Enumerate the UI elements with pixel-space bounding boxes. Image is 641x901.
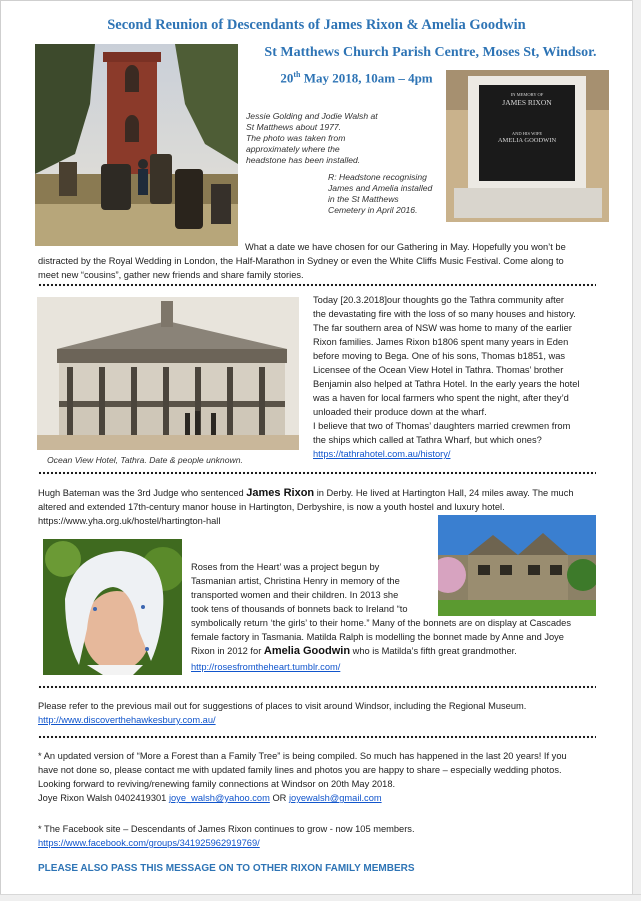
tathra-paragraph: Today [20.3.2018]our thoughts go the Tathra community after the devastating fire with the loss of so many houses and history. The far southern area of NSW was home to many of the earlier Rixon families. James Rixon b1806 spent many years in Eden before moving to Bega. One of his sons, Thomas b1851, was Licensee of the Ocean View Hotel in Tathra. Thomas’ brother Benjamin also helped at Tathra Hotel. In the early years the hotel was a haven for local farmers who spent the night, after they’d unloaded their produce down at the wharf. I believe that two of Thomas’ daughters married crewmen from the ships which called at Tathra Wharf, but which ones? [313,295,580,445]
divider [38,471,596,475]
page-title: Second Reunion of Descendants of James Rixon & Amelia Goodwin [107,17,526,33]
divider [38,283,596,287]
facebook-paragraph: * The Facebook site – Descendants of James Rixon continues to grow - now 105 members. [38,824,415,834]
hotel-photo-caption: Ocean View Hotel, Tathra. Date & people unknown. [47,455,243,465]
venue-heading: St Matthews Church Parish Centre, Moses St, Windsor. [264,45,597,60]
discover-hawkesbury-link[interactable]: http://www.discoverthehawkesbury.com.au/ [38,715,216,725]
headstone-plaque: IN MEMORY OF JAMES RIXON AND HIS WIFE AMELIA GOODWIN [497,92,557,144]
roses-from-the-heart-link[interactable]: http://rosesfromtheheart.tumblr.com/ [191,662,341,672]
intro-paragraph: What a date we have chosen for our Gathering in May. Hopefully you won’t be distracted by the Royal Wedding in London, the Half-Marathon in Sydney or even the White Cliffs Music Festival. Come along to meet new “cousins”, gather new friends and share family stories. [38,242,566,280]
windsor-paragraph: Please refer to the previous mail out for suggestions of places to visit around Windsor, including the Regional Museum. [38,701,527,711]
facebook-group-link[interactable]: https://www.facebook.com/groups/341925962919769/ [38,838,260,848]
footer-notice: PLEASE ALSO PASS THIS MESSAGE ON TO OTHER RIXON FAMILY MEMBERS [38,863,415,874]
headstone-photo [446,70,609,222]
vertical-scrollbar[interactable] [632,0,641,901]
divider [38,685,596,689]
book-paragraph: * An updated version of “More a Forest than a Family Tree” is being compiled. So much has happened in the last 20 years! If you have not done so, please contact me with updated family lines and photos you are happy to share – especially wedding photos. Looking forward to reviving/renewing family connections at Windsor on 20th May 2018. Joye Rixon Walsh 0402419301 joye_walsh@yahoo.com OR joyewalsh@gmail.com [38,751,567,803]
church-photo-caption: Jessie Golding and Jodie Walsh at St Matthews about 1977. The photo was taken from approximately where the headstone has been installed. [246,111,378,165]
headstone-photo-caption: R: Headstone recognising James and Amelia installed in the St Matthews Cemetery in April 2016. [328,172,433,215]
bateman-paragraph: Hugh Bateman was the 3rd Judge who sentenced James Rixon in Derby. He lived at Hartington Hall, 24 miles away. The much altered and extended 17th-century manor house in Hartington, Derbyshire, is now a youth hostel and luxury hotel. https://www.yha.org.uk/hostel/hartington-hall [38,487,574,526]
horizontal-scrollbar[interactable] [0,894,641,901]
bonnet-photo [43,539,182,675]
ocean-view-hotel-photo [37,297,299,450]
church-photo [35,44,238,246]
divider [38,735,596,739]
email-link-gmail[interactable]: joyewalsh@gmail.com [288,793,382,803]
tathra-hotel-link[interactable]: https://tathrahotel.com.au/history/ [313,449,451,459]
roses-paragraph: Roses from the Heart’ was a project begun by Tasmanian artist, Christina Henry in memory of the transported women and their children. In 2013 she took tens of thousands of bonnets back to Ireland “to symbolically return ‘the girls’ to their home.” Many of the bonnets are on display at Cascades female factory in Tasmania. Matilda Ralph is modelling the bonnet made by Anne and Joye Rixon in 2012 for Amelia Goodwin who is Matilda’s fifth great grandmother. [191,562,571,657]
date-heading: 20th May 2018, 10am – 4pm [280,70,433,86]
email-link-yahoo[interactable]: joye_walsh@yahoo.com [168,793,270,803]
